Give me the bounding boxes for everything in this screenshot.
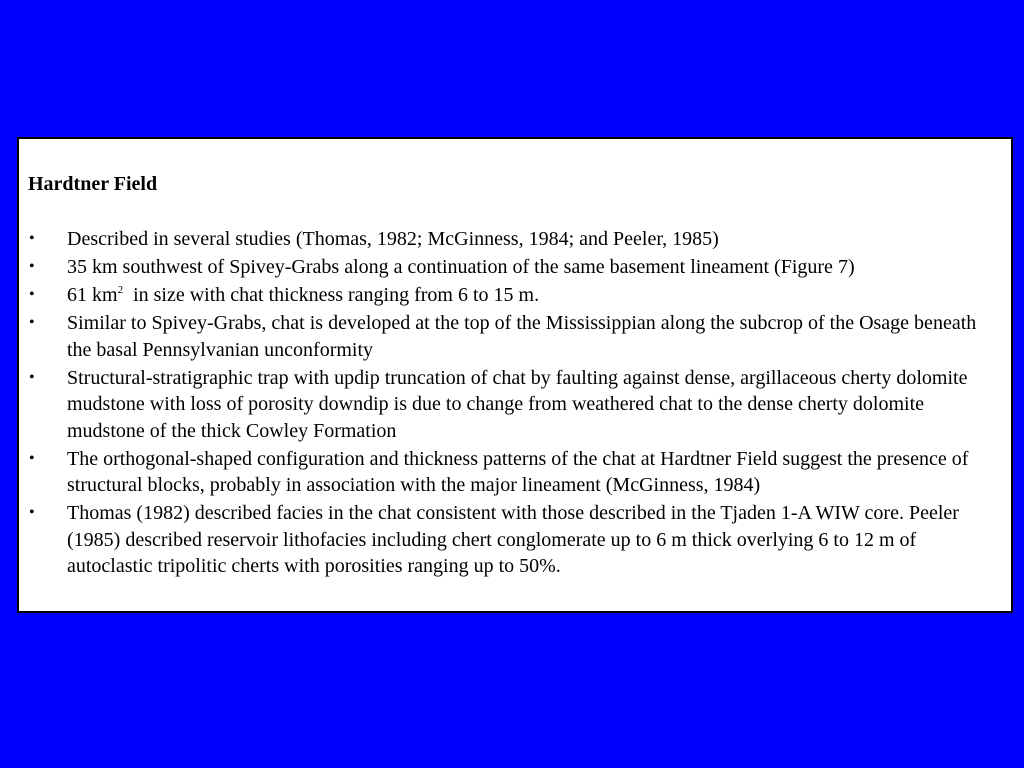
bullet-text: Structural-stratigraphic trap with updip truncation of chat by faulting against dense, argillaceous cherty dolomite mudstone with loss of porosity downdip is due to change from weathered chat to the dense cherty dolomite mudstone of the thick Cowley Formation [67,366,968,442]
bullet-text: The orthogonal-shaped configuration and thickness patterns of the chat at Hardtner Field suggest the presence of structural blocks, probably in association with the major lineament (McGinness, 1984) [67,447,969,496]
bullet-item-4 [19,310,1011,363]
slide-title: Hardtner Field [28,173,158,195]
bullet-item-2 [19,254,1011,281]
bullet-icon: • [29,368,35,386]
bullet-text-area: 61 km [67,284,118,306]
bullet-item-3 [19,282,1011,309]
bullet-icon: • [29,314,35,331]
bullet-text-superscript: 2 [117,284,124,296]
content-panel [17,137,1013,613]
bullet-item-7 [19,500,1011,580]
bullet-icon: • [29,286,35,303]
bullet-text: Described in several studies (Thomas, 1982; McGinness, 1984; and Peeler, 1985) [67,228,719,250]
bullet-list [19,226,1011,581]
bullet-item-1 [19,226,1011,253]
bullet-icon: • [29,258,35,275]
bullet-text: Similar to Spivey-Grabs, chat is developed at the top of the Mississippian along the subcrop of the Osage beneath the basal Pennsylvanian unconformity [67,312,977,361]
bullet-text-remainder: in size with chat thickness ranging from 6 to 15 m. [123,284,540,306]
bullet-text: 35 km southwest of Spivey-Grabs along a continuation of the same basement lineament (Figure 7) [67,256,855,278]
bullet-text: Thomas (1982) described facies in the chat consistent with those described in the Tjaden 1-A WIW core. Peeler (1985) described reservoir lithofacies including chert conglomerate up to 6 m thick overlying 6 to 12 m of autoclastic tripolitic cherts with porosities ranging up to 50%. [67,502,959,577]
bullet-item-5 [19,365,1011,445]
bullet-icon: • [29,230,35,247]
bullet-icon: • [29,449,35,467]
bullet-icon: • [29,504,35,521]
bullet-item-6 [19,446,1011,499]
